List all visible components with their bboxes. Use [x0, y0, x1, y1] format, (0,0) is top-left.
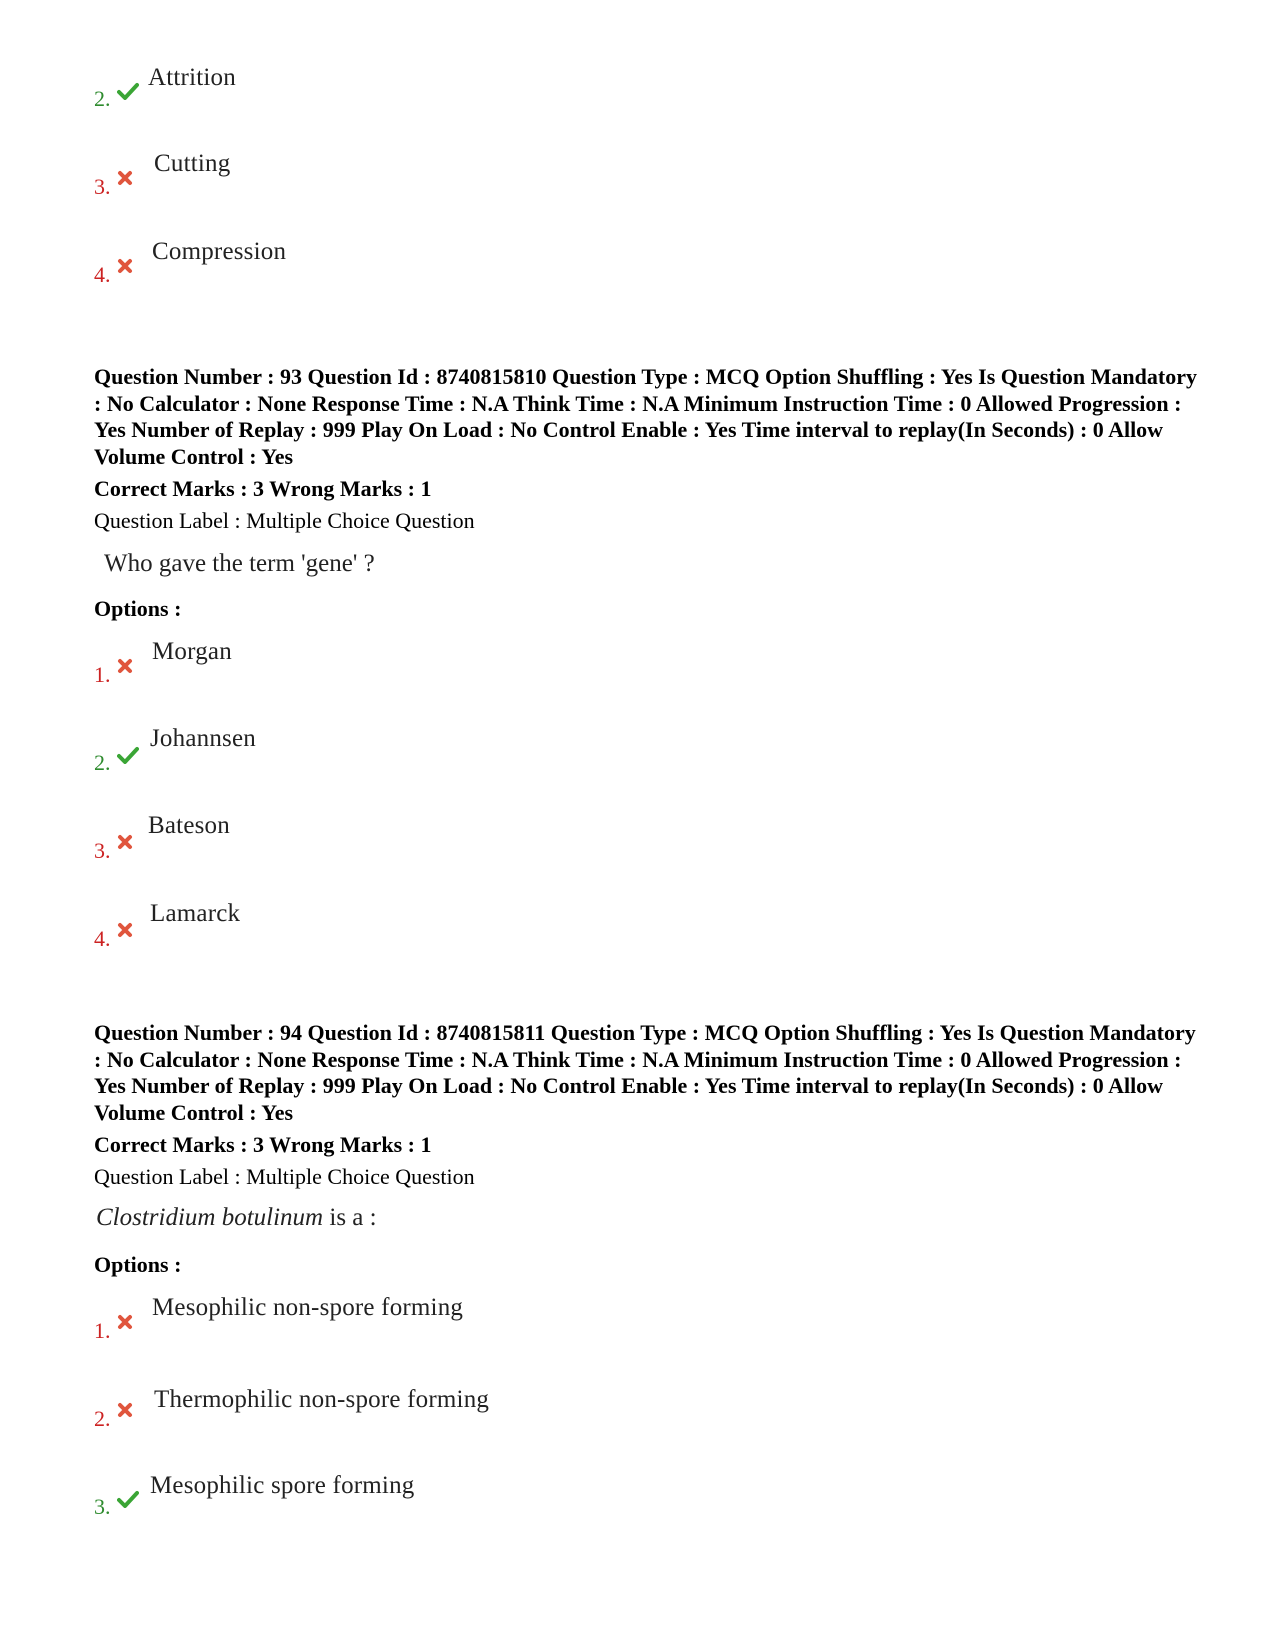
option-row	[94, 262, 133, 288]
option-number: 4.	[94, 926, 111, 951]
question-marks: Correct Marks : 3 Wrong Marks : 1	[94, 1132, 432, 1157]
option-number: 3.	[94, 838, 111, 863]
option-row	[94, 1494, 139, 1520]
option-row	[94, 86, 139, 112]
option-text: Bateson	[148, 812, 230, 839]
cross-icon	[117, 922, 133, 943]
option-text: Mesophilic non-spore forming	[152, 1294, 464, 1321]
option-number: 2.	[94, 750, 111, 775]
option-row	[94, 174, 133, 200]
option-text: Lamarck	[150, 900, 241, 927]
option-row	[94, 662, 133, 688]
question-text	[96, 1204, 377, 1232]
option-row	[94, 838, 133, 864]
question-text-rest: is a :	[323, 1204, 377, 1231]
option-text: Compression	[152, 238, 287, 265]
options-heading: Options :	[94, 1252, 182, 1277]
cross-icon	[117, 834, 133, 855]
option-number: 1.	[94, 1318, 111, 1343]
option-number: 2.	[94, 1406, 111, 1431]
option-row	[94, 1406, 133, 1432]
option-number: 2.	[94, 86, 111, 111]
question-text-italic: Clostridium botulinum	[96, 1204, 324, 1231]
option-number: 1.	[94, 662, 111, 687]
cross-icon	[117, 1402, 133, 1423]
check-icon	[117, 82, 139, 105]
cross-icon	[117, 258, 133, 279]
option-text: Cutting	[154, 150, 231, 177]
option-number: 4.	[94, 262, 111, 287]
option-number: 3.	[94, 174, 111, 199]
option-text: Morgan	[152, 638, 232, 665]
cross-icon	[117, 1314, 133, 1335]
question-meta: Question Number : 93 Question Id : 8740815810 Question Type : MCQ Option Shuffling : Yes Is Question Mandatory : No Calculator : None Response Time : N.A Think Time : N.A Minimum Instruction Time : 0 Allowed Progression : Yes Number of Replay : 999 Play On Load : No Control Enable : Yes Time interval to replay(In Seconds) : 0 Allow Volume Control : Yes	[94, 364, 1197, 469]
option-text: Johannsen	[150, 725, 256, 752]
question-label: Question Label : Multiple Choice Question	[94, 1164, 475, 1189]
option-row	[94, 1318, 133, 1344]
option-text: Mesophilic spore forming	[150, 1472, 415, 1499]
option-row	[94, 926, 133, 952]
question-text: Who gave the term 'gene' ?	[104, 550, 375, 577]
question-meta: Question Number : 94 Question Id : 8740815811 Question Type : MCQ Option Shuffling : Yes Is Question Mandatory : No Calculator : None Response Time : N.A Think Time : N.A Minimum Instruction Time : 0 Allowed Progression : Yes Number of Replay : 999 Play On Load : No Control Enable : Yes Time interval to replay(In Seconds) : 0 Allow Volume Control : Yes	[94, 1020, 1196, 1125]
cross-icon	[117, 658, 133, 679]
option-text: Thermophilic non-spore forming	[154, 1386, 490, 1413]
options-heading: Options :	[94, 596, 182, 621]
question-label: Question Label : Multiple Choice Question	[94, 508, 475, 533]
cross-icon	[117, 170, 133, 191]
option-text: Attrition	[148, 64, 236, 91]
option-number: 3.	[94, 1494, 111, 1519]
option-row	[94, 750, 139, 776]
check-icon	[117, 1490, 139, 1513]
check-icon	[117, 746, 139, 769]
question-marks: Correct Marks : 3 Wrong Marks : 1	[94, 476, 432, 501]
